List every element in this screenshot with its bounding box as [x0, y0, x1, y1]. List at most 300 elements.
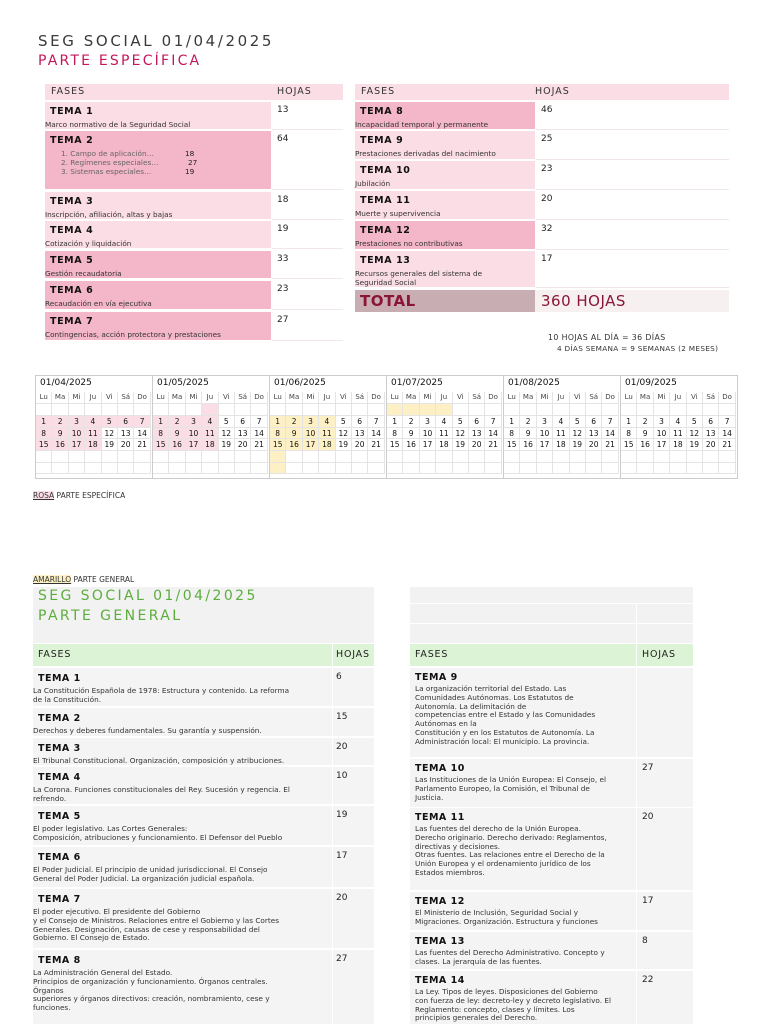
calendar-blank-cell	[537, 451, 553, 463]
tema-description-line: funciones.	[33, 1003, 71, 1013]
weekday-header: Do	[602, 392, 618, 404]
tema-hours: 33	[277, 254, 289, 264]
calendar-day[interactable]: 8	[36, 428, 52, 440]
tema-description-line: Otras fuentes. Las relaciones entre el Derecho de la	[415, 850, 605, 860]
calendar-day[interactable]: 1	[504, 416, 520, 428]
weekday-header: Vi	[570, 392, 586, 404]
calendar-day[interactable]: 13	[352, 428, 368, 440]
calendar-day[interactable]: 3	[420, 416, 436, 428]
calendar-day[interactable]: 12	[687, 428, 703, 440]
calendar-blank-cell	[469, 404, 485, 416]
calendar-day[interactable]: 6	[469, 416, 485, 428]
calendar-day[interactable]: 2	[52, 416, 68, 428]
calendar-day[interactable]: 16	[520, 439, 536, 451]
calendar-day[interactable]: 2	[403, 416, 419, 428]
calendar-day[interactable]: 4	[319, 416, 335, 428]
tema-description-line: Gobierno. El Consejo de Estado.	[33, 933, 150, 943]
weekday-header: Ma	[403, 392, 419, 404]
calendar-day[interactable]: 4	[670, 416, 686, 428]
hours-cell	[333, 847, 374, 887]
calendar-day[interactable]: 8	[504, 428, 520, 440]
calendar-day[interactable]: 6	[352, 416, 368, 428]
calendar-day[interactable]: 7	[719, 416, 735, 428]
calendar-blank-cell	[303, 404, 319, 416]
tema-description: Recursos generales del sistema de Seguridad Social	[355, 269, 483, 287]
calendar-day[interactable]: 20	[586, 439, 602, 451]
tema-hours: 17	[336, 851, 348, 861]
calendar-blank-cell	[703, 463, 719, 475]
calendar-blank-cell	[270, 404, 286, 416]
tema-name: TEMA 1	[38, 673, 81, 684]
weekday-header: Mi	[420, 392, 436, 404]
calendar-day[interactable]: 21	[485, 439, 501, 451]
hours-cell	[272, 221, 343, 249]
calendar-day[interactable]: 13	[118, 428, 134, 440]
weekday-header: Do	[368, 392, 384, 404]
calendar-day[interactable]: 5	[336, 416, 352, 428]
tema-description-line: La Ley. Tipos de leyes. Disposiciones del Gobierno	[415, 987, 598, 996]
calendar-day[interactable]: 12	[102, 428, 118, 440]
tema-description: Gestión recaudatoria	[45, 269, 122, 278]
tema-hours: 46	[541, 105, 553, 115]
page-title: SEG SOCIAL 01/04/2025	[38, 32, 275, 50]
tema-name: TEMA 10	[360, 165, 411, 176]
calendar-day[interactable]: 2	[169, 416, 185, 428]
calendar-day[interactable]: 17	[186, 439, 202, 451]
calendar-day[interactable]: 17	[420, 439, 436, 451]
tema-description-line: Comunidades Autónomas. Los Estatutos de	[415, 692, 574, 702]
calendar-day[interactable]: 4	[85, 416, 101, 428]
calendar-blank-cell	[153, 451, 169, 463]
hours-cell	[536, 161, 729, 190]
subtema-hours: 27	[188, 158, 198, 167]
tema-description: Inscripción, afiliación, altas y bajas	[45, 210, 173, 219]
weekday-header: Ma	[637, 392, 653, 404]
general-row	[33, 708, 332, 736]
hours-cell	[333, 767, 374, 804]
calendar-day[interactable]: 11	[553, 428, 569, 440]
calendar-day[interactable]: 19	[102, 439, 118, 451]
subtema-item	[61, 149, 231, 158]
tema-name: TEMA 3	[38, 743, 81, 754]
tema-description-line: con fuerza de ley: decreto-ley y decreto legislativo. El	[415, 995, 611, 1005]
calendar-day[interactable]: 5	[102, 416, 118, 428]
tema-hours: 15	[336, 712, 348, 722]
calendar-blank-cell	[336, 463, 352, 475]
tema-name: TEMA 5	[50, 255, 94, 266]
calendar-day[interactable]: 14	[719, 428, 735, 440]
calendar-blank-cell	[504, 463, 520, 475]
calendar-blank-cell	[570, 463, 586, 475]
weekday-header: Ju	[670, 392, 686, 404]
calendar-day[interactable]: 2	[637, 416, 653, 428]
calendar-day[interactable]: 16	[637, 439, 653, 451]
weekday-header: Do	[251, 392, 267, 404]
tema-description-line: Las fuentes del Derecho Administrativo. Concepto y	[415, 948, 605, 957]
calendar-blank-cell	[687, 404, 703, 416]
calendar-day[interactable]: 2	[286, 416, 302, 428]
calendar-day[interactable]: 17	[654, 439, 670, 451]
hours-cell	[272, 251, 343, 279]
hours-cell	[536, 102, 729, 130]
tema-description-line: La Constitución Española de 1978: Estructura y contenido. La reforma	[33, 686, 290, 695]
calendar-blank-cell	[719, 404, 735, 416]
calendar-day[interactable]: 21	[602, 439, 618, 451]
weekday-header: Ju	[85, 392, 101, 404]
calendar-day[interactable]: 11	[319, 428, 335, 440]
tema-name: TEMA 6	[50, 285, 94, 296]
calendar-day[interactable]: 17	[303, 439, 319, 451]
subtema-label: 3. Sistemas especiales…	[61, 167, 152, 176]
weekday-header: Mi	[303, 392, 319, 404]
month-title: 01/08/2025	[508, 378, 560, 388]
tema-description-line: El Tribunal Constitucional. Organización, composición y atribuciones.	[33, 756, 285, 765]
calendar-day[interactable]: 16	[169, 439, 185, 451]
calendar-blank-cell	[453, 451, 469, 463]
weekday-header: Ma	[520, 392, 536, 404]
general-row	[410, 932, 636, 969]
legend-rosa	[33, 491, 125, 500]
tema-description-line: Principios de organización y funcionamiento. Órganos centrales.	[33, 976, 268, 986]
tema-description-line: Generales. Designación, causas de cese y responsabilidad del	[33, 924, 260, 934]
calendar-blank-cell	[621, 463, 637, 475]
calendar-day[interactable]: 15	[621, 439, 637, 451]
calendar-day[interactable]: 15	[270, 439, 286, 451]
calendar-blank-cell	[403, 463, 419, 475]
calendar-blank-cell	[219, 463, 235, 475]
calendar-blank-cell	[570, 451, 586, 463]
calendar-day[interactable]: 20	[703, 439, 719, 451]
calendar-blank-cell	[69, 451, 85, 463]
weekday-header: Ma	[286, 392, 302, 404]
calendar-day[interactable]: 17	[69, 439, 85, 451]
calendar-day[interactable]: 16	[52, 439, 68, 451]
calendar-day[interactable]: 10	[186, 428, 202, 440]
calendar-blank-cell	[202, 404, 218, 416]
tema-hours: 19	[336, 810, 348, 820]
calendar-day[interactable]: 3	[69, 416, 85, 428]
general-row	[33, 767, 332, 804]
calendar-blank-cell	[670, 451, 686, 463]
calendar-day[interactable]: 19	[570, 439, 586, 451]
calendar-day[interactable]: 1	[36, 416, 52, 428]
tema-name: TEMA 5	[38, 811, 81, 822]
calendar-day[interactable]: 6	[586, 416, 602, 428]
calendar-day[interactable]: 21	[719, 439, 735, 451]
calendar-day[interactable]: 9	[169, 428, 185, 440]
calendar-day[interactable]: 7	[134, 416, 150, 428]
calendar-day[interactable]: 5	[570, 416, 586, 428]
tema-description-line: directivas y decisiones.	[415, 841, 501, 851]
calendar-day[interactable]: 19	[336, 439, 352, 451]
hours-cell	[536, 251, 729, 288]
weekday-header: Sá	[469, 392, 485, 404]
calendar-day[interactable]: 6	[235, 416, 251, 428]
calendar-day[interactable]: 3	[537, 416, 553, 428]
tema-description-line: clases. La jerarquía de las fuentes.	[415, 956, 542, 966]
calendar-blank-cell	[368, 404, 384, 416]
weekday-header: Ju	[202, 392, 218, 404]
calendar-day[interactable]: 18	[319, 439, 335, 451]
calendar-blank-cell	[637, 404, 653, 416]
calendar-blank-cell	[186, 463, 202, 475]
calendar-blank-cell	[270, 451, 286, 463]
calendar-blank-cell	[102, 451, 118, 463]
calendar-day[interactable]: 21	[368, 439, 384, 451]
tema-hours: 18	[277, 195, 289, 205]
calendar-day[interactable]: 6	[118, 416, 134, 428]
calendar-blank-cell	[186, 404, 202, 416]
calendar-day[interactable]: 3	[654, 416, 670, 428]
calendar-blank-cell	[637, 463, 653, 475]
calendar-blank-cell	[270, 463, 286, 475]
calendar-day[interactable]: 13	[586, 428, 602, 440]
general-row	[410, 759, 636, 807]
month-calendar	[620, 375, 738, 479]
general-row	[33, 847, 332, 887]
calendar-day[interactable]: 20	[118, 439, 134, 451]
especifica-row-cell	[355, 251, 535, 287]
col-fases-label: FASES	[415, 649, 449, 660]
calendar-blank-cell	[36, 404, 52, 416]
general-row	[410, 892, 636, 930]
subtema-hours: 18	[185, 149, 195, 158]
calendar-day[interactable]: 10	[303, 428, 319, 440]
calendar-day[interactable]: 11	[85, 428, 101, 440]
calendar-day[interactable]: 17	[537, 439, 553, 451]
month-title: 01/04/2025	[40, 378, 92, 388]
calendar-blank-cell	[286, 404, 302, 416]
calendar-blank-cell	[69, 463, 85, 475]
calendar-day[interactable]: 15	[504, 439, 520, 451]
general-right-hojas-header	[637, 644, 693, 666]
legend-amarillo	[33, 575, 134, 584]
calendar-day[interactable]: 8	[387, 428, 403, 440]
calendar-day[interactable]: 13	[235, 428, 251, 440]
tema-description-line: El Ministerio de Inclusión, Seguridad Social y	[415, 908, 579, 917]
calendar-day[interactable]: 7	[602, 416, 618, 428]
hours-cell	[272, 281, 343, 310]
calendar-day[interactable]: 14	[368, 428, 384, 440]
tema-name: TEMA 12	[360, 225, 411, 236]
tema-description-line: La organización territorial del Estado. Las	[415, 684, 567, 693]
calendar-day[interactable]: 18	[553, 439, 569, 451]
calendar-day[interactable]: 10	[69, 428, 85, 440]
general-subtitle: PARTE GENERAL	[38, 608, 183, 624]
month-calendar	[269, 375, 387, 479]
calendar-blank-cell	[586, 451, 602, 463]
calendar-blank-cell	[303, 451, 319, 463]
calendar-day[interactable]: 11	[436, 428, 452, 440]
calendar-day[interactable]: 8	[621, 428, 637, 440]
calendar-day[interactable]: 14	[485, 428, 501, 440]
calendar-day[interactable]: 18	[670, 439, 686, 451]
calendar-day[interactable]: 5	[687, 416, 703, 428]
calendar-day[interactable]: 8	[270, 428, 286, 440]
calendar-blank-cell	[570, 404, 586, 416]
tema-hours: 20	[642, 812, 654, 822]
subtema-item	[61, 167, 231, 176]
hours-cell	[272, 312, 343, 341]
col-hojas-label: HOJAS	[535, 86, 570, 97]
especifica-row-cell	[45, 221, 271, 248]
calendar-blank-cell	[169, 404, 185, 416]
calendar-blank-cell	[553, 463, 569, 475]
calendar-day[interactable]: 13	[703, 428, 719, 440]
calendar-blank-cell	[352, 451, 368, 463]
weekday-header: Lu	[270, 392, 286, 404]
weekday-header: Lu	[36, 392, 52, 404]
weekday-header: Vi	[102, 392, 118, 404]
calendar-blank-cell	[586, 463, 602, 475]
calendar-day[interactable]: 11	[202, 428, 218, 440]
calendar-day[interactable]: 1	[387, 416, 403, 428]
calendar-day[interactable]: 15	[153, 439, 169, 451]
calendar-day[interactable]: 10	[654, 428, 670, 440]
tema-description-line: La Corona. Funciones constitucionales del Rey. Sucesión y regencia. El	[33, 785, 290, 794]
tema-hours: 22	[642, 975, 654, 985]
calendar-day[interactable]: 16	[286, 439, 302, 451]
weekday-header: Lu	[621, 392, 637, 404]
calendar-blank-cell	[235, 451, 251, 463]
especifica-row-cell	[45, 102, 271, 129]
calendar-day[interactable]: 20	[352, 439, 368, 451]
tema-name: TEMA 8	[38, 955, 81, 966]
tema-description-line: Derechos y deberes fundamentales. Su garantía y suspensión.	[33, 726, 262, 735]
calendar-day[interactable]: 12	[453, 428, 469, 440]
weekday-header: Ju	[436, 392, 452, 404]
calendar-day[interactable]: 21	[134, 439, 150, 451]
tema-name: TEMA 2	[50, 135, 94, 146]
calendar-blank-cell	[85, 451, 101, 463]
tema-description-line: Órganos	[33, 985, 64, 995]
calendar-day[interactable]: 9	[52, 428, 68, 440]
calendar-day[interactable]: 21	[251, 439, 267, 451]
calendar-day[interactable]: 8	[153, 428, 169, 440]
weekday-header: Do	[485, 392, 501, 404]
hours-cell	[333, 950, 374, 1024]
calendar-day[interactable]: 4	[436, 416, 452, 428]
calendar-day[interactable]: 16	[403, 439, 419, 451]
tema-description-line: Autonomía. La delimitación de	[415, 701, 527, 711]
tema-description-line: refrendo.	[33, 793, 67, 803]
calendar-blank-cell	[485, 463, 501, 475]
weekday-header: Vi	[336, 392, 352, 404]
tema-name: TEMA 2	[38, 713, 81, 724]
month-calendar	[35, 375, 153, 479]
calendar-blank-cell	[602, 404, 618, 416]
calendar-day[interactable]: 7	[485, 416, 501, 428]
general-title: SEG SOCIAL 01/04/2025	[38, 588, 258, 604]
calendar-day[interactable]: 1	[621, 416, 637, 428]
calendar-day[interactable]: 7	[368, 416, 384, 428]
calendar-blank-cell	[336, 404, 352, 416]
calendar-day[interactable]: 12	[570, 428, 586, 440]
general-title-panel	[33, 587, 374, 643]
calendar-blank-cell	[251, 404, 267, 416]
calendar-blank-cell	[621, 404, 637, 416]
calendar-blank-cell	[251, 463, 267, 475]
calendar-day[interactable]: 9	[637, 428, 653, 440]
calendar-blank-cell	[319, 451, 335, 463]
calendar-day[interactable]: 7	[251, 416, 267, 428]
tema-description-line: Constitución y en los Estatutos de Autonomía. La	[415, 728, 595, 737]
tema-hours: 17	[642, 896, 654, 906]
weekday-header: Lu	[387, 392, 403, 404]
calendar-blank-cell	[36, 451, 52, 463]
calendar-day[interactable]: 12	[219, 428, 235, 440]
calendar-day[interactable]: 1	[153, 416, 169, 428]
calendar-day[interactable]: 5	[219, 416, 235, 428]
calendar-blank-cell	[352, 404, 368, 416]
calendar-day[interactable]: 5	[453, 416, 469, 428]
calendar-day[interactable]: 19	[687, 439, 703, 451]
tema-name: TEMA 7	[38, 894, 81, 905]
calendar-blank-cell	[153, 404, 169, 416]
calendar-day[interactable]: 15	[387, 439, 403, 451]
weekday-header: Vi	[453, 392, 469, 404]
calendar-day[interactable]: 18	[202, 439, 218, 451]
subtema-hours: 19	[185, 167, 195, 176]
calendar-day[interactable]: 20	[235, 439, 251, 451]
calendar-day[interactable]: 14	[251, 428, 267, 440]
calendar-blank-cell	[420, 451, 436, 463]
calendar-day[interactable]: 18	[85, 439, 101, 451]
calendar-day[interactable]: 10	[420, 428, 436, 440]
calendar-day[interactable]: 14	[602, 428, 618, 440]
calendar-day[interactable]: 3	[186, 416, 202, 428]
calendar-day[interactable]: 12	[336, 428, 352, 440]
hours-cell	[272, 131, 343, 190]
tema-description-line: General del Poder Judicial. La organización judicial española.	[33, 873, 255, 883]
calendar-day[interactable]: 19	[219, 439, 235, 451]
calendar-day[interactable]: 2	[520, 416, 536, 428]
calendar-day[interactable]: 13	[469, 428, 485, 440]
tema-hours: 32	[541, 224, 553, 234]
calendar-day[interactable]: 6	[703, 416, 719, 428]
especifica-row-cell	[355, 131, 535, 159]
calendar-day[interactable]: 1	[270, 416, 286, 428]
general-left-fases-header	[33, 644, 332, 666]
calendar-day[interactable]: 10	[537, 428, 553, 440]
calendar-day[interactable]: 9	[520, 428, 536, 440]
calendar-day[interactable]: 9	[403, 428, 419, 440]
calendar-blank-cell	[134, 404, 150, 416]
calendar-day[interactable]: 4	[202, 416, 218, 428]
hours-cell	[536, 191, 729, 220]
calendar-day[interactable]: 4	[553, 416, 569, 428]
calendar-blank-cell	[602, 451, 618, 463]
calendar-day[interactable]: 15	[36, 439, 52, 451]
calendar-day[interactable]: 20	[469, 439, 485, 451]
calendar-day[interactable]: 3	[303, 416, 319, 428]
tema-description-line: Unión Europea y el ordenamiento jurídico de los	[415, 859, 591, 869]
calendar-day[interactable]: 11	[670, 428, 686, 440]
weekday-header: Ju	[319, 392, 335, 404]
weekday-header: Lu	[504, 392, 520, 404]
calendar-day[interactable]: 14	[134, 428, 150, 440]
tema-name: TEMA 4	[50, 225, 94, 236]
tema-description: Cotización y liquidación	[45, 239, 132, 248]
calendar-day[interactable]: 9	[286, 428, 302, 440]
especifica-row-cell	[45, 281, 271, 309]
calendar-blank-cell	[586, 404, 602, 416]
calendar-blank-cell	[436, 451, 452, 463]
calendar-day[interactable]: 18	[436, 439, 452, 451]
calendar-day[interactable]: 19	[453, 439, 469, 451]
legend-rosa-key: ROSA	[33, 491, 55, 500]
calendar-blank-cell	[169, 451, 185, 463]
